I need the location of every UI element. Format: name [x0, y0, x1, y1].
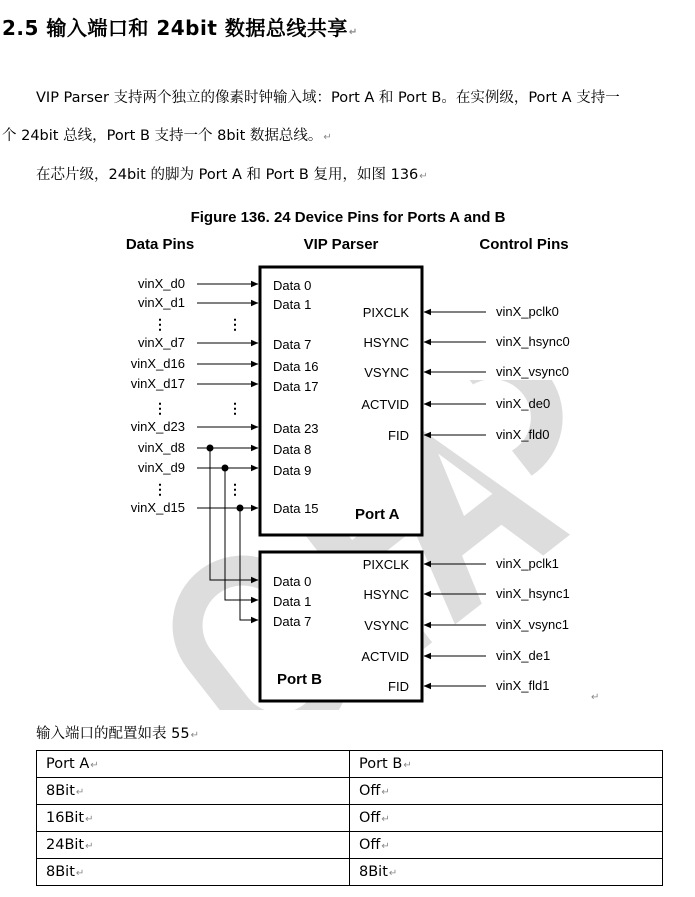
figure-title: Figure 136. 24 Device Pins for Ports A and B [190, 209, 506, 226]
svg-text:Data 23: Data 23 [273, 421, 319, 436]
svg-text:HSYNC: HSYNC [363, 335, 409, 350]
port-a-data-pin [131, 376, 319, 394]
svg-text:vinX_d0: vinX_d0 [138, 276, 185, 291]
table-cell: 8Bit↵ [37, 859, 350, 886]
port-b-label: Port B [277, 671, 322, 688]
svg-text:Data 1: Data 1 [273, 297, 312, 312]
table-row [37, 805, 663, 832]
table-cell: 8Bit↵ [350, 859, 663, 886]
paragraph-mark: ↵ [591, 692, 600, 703]
table-cell: 8Bit↵ [37, 778, 350, 805]
svg-text:VSYNC: VSYNC [364, 365, 409, 380]
table-cell: 16Bit↵ [37, 805, 350, 832]
table-caption: 输入端口的配置如表 55↵ [36, 726, 199, 742]
svg-text:vinX_fld1: vinX_fld1 [496, 678, 550, 693]
svg-text:vinX_d23: vinX_d23 [130, 419, 185, 434]
svg-text:HSYNC: HSYNC [363, 587, 409, 602]
svg-text:VSYNC: VSYNC [364, 618, 409, 633]
svg-text:vinX_de1: vinX_de1 [496, 648, 551, 663]
ellipsis: ⋮ [228, 481, 242, 497]
svg-text:vinX_de0: vinX_de0 [496, 396, 551, 411]
svg-text:vinX_d9: vinX_d9 [138, 460, 185, 475]
table-row [37, 859, 663, 886]
port-b-control [363, 586, 569, 602]
svg-text:vinX_d15: vinX_d15 [130, 500, 185, 515]
table-header-cell: Port B↵ [350, 751, 663, 778]
pin-diagram [0, 200, 695, 715]
table-cell: 24Bit↵ [37, 832, 350, 859]
port-b-control [361, 648, 550, 664]
table-row [37, 832, 663, 859]
table-row [37, 778, 663, 805]
svg-text:PIXCLK: PIXCLK [362, 557, 409, 572]
data-pins-header: Data Pins [125, 236, 195, 253]
svg-text:Data 8: Data 8 [273, 442, 312, 457]
svg-text:vinX_d1: vinX_d1 [138, 295, 185, 310]
table-header-cell: Port A↵ [37, 751, 350, 778]
svg-text:vinX_hsync1: vinX_hsync1 [496, 586, 570, 601]
ellipsis: ⋮ [153, 400, 167, 416]
port-a-data-pin [131, 419, 319, 436]
control-pins-header: Control Pins [479, 236, 569, 253]
port-a-label: Port A [355, 506, 400, 523]
svg-text:FID: FID [388, 679, 409, 694]
svg-text:vinX_vsync1: vinX_vsync1 [496, 617, 569, 632]
section-heading: 2.5 输入端口和 24bit 数据总线共享↵ [2, 16, 358, 40]
svg-text:vinX_d16: vinX_d16 [130, 356, 185, 371]
svg-text:vinX_d7: vinX_d7 [138, 335, 185, 350]
shared-pin-routing [207, 445, 258, 620]
ellipsis: ⋮ [153, 481, 167, 497]
table-header-row [37, 751, 663, 778]
svg-text:vinX_vsync0: vinX_vsync0 [496, 364, 569, 379]
table-cell: Off↵ [350, 832, 663, 859]
port-a-data-pin [138, 295, 311, 312]
svg-text:vinX_fld0: vinX_fld0 [496, 427, 550, 442]
port-a-data-pin [138, 440, 311, 457]
vip-parser-header: VIP Parser [303, 236, 379, 253]
svg-text:Data 9: Data 9 [273, 463, 312, 478]
ellipsis: ⋮ [228, 400, 242, 416]
svg-text:Data 7: Data 7 [273, 337, 312, 352]
svg-text:vinX_pclk0: vinX_pclk0 [496, 304, 559, 319]
svg-text:Data 15: Data 15 [273, 501, 319, 516]
ellipsis: ⋮ [228, 316, 242, 332]
svg-text:FID: FID [388, 428, 409, 443]
paragraph-line: VIP Parser 支持两个独立的像素时钟输入域：Port A 和 Port B。在实例级，Port A 支持一 [36, 90, 620, 106]
port-b-data-port: Data 0 [273, 574, 312, 589]
svg-text:ACTVID: ACTVID [361, 649, 409, 664]
port-b-data-port: Data 1 [273, 594, 312, 609]
svg-text:Data 16: Data 16 [273, 359, 319, 374]
svg-text:Data 0: Data 0 [273, 278, 312, 293]
svg-text:PIXCLK: PIXCLK [362, 305, 409, 320]
svg-text:ACTVID: ACTVID [361, 397, 409, 412]
paragraph-line: 个 24bit 总线，Port B 支持一个 8bit 数据总线。↵ [2, 128, 332, 144]
svg-text:vinX_d8: vinX_d8 [138, 440, 185, 455]
port-b-control [364, 617, 569, 633]
port-a-control [363, 334, 569, 350]
port-a-control [363, 304, 559, 320]
ellipsis: ⋮ [153, 316, 167, 332]
paragraph-line: 在芯片级，24bit 的脚为 Port A 和 Port B 复用，如图 136↵ [36, 167, 428, 183]
table-cell: Off↵ [350, 778, 663, 805]
svg-text:vinX_pclk1: vinX_pclk1 [496, 556, 559, 571]
port-a-data-pin [138, 335, 311, 352]
port-b-control [363, 556, 559, 572]
port-config-table [36, 750, 663, 886]
port-b-data-port: Data 7 [273, 614, 312, 629]
port-a-control [364, 364, 569, 380]
svg-text:vinX_d17: vinX_d17 [130, 376, 185, 391]
svg-text:vinX_hsync0: vinX_hsync0 [496, 334, 570, 349]
svg-text:Data 17: Data 17 [273, 379, 319, 394]
port-a-data-pin [131, 356, 319, 374]
table-cell: Off↵ [350, 805, 663, 832]
port-a-data-pin [138, 276, 311, 293]
port-a-control [361, 396, 550, 412]
